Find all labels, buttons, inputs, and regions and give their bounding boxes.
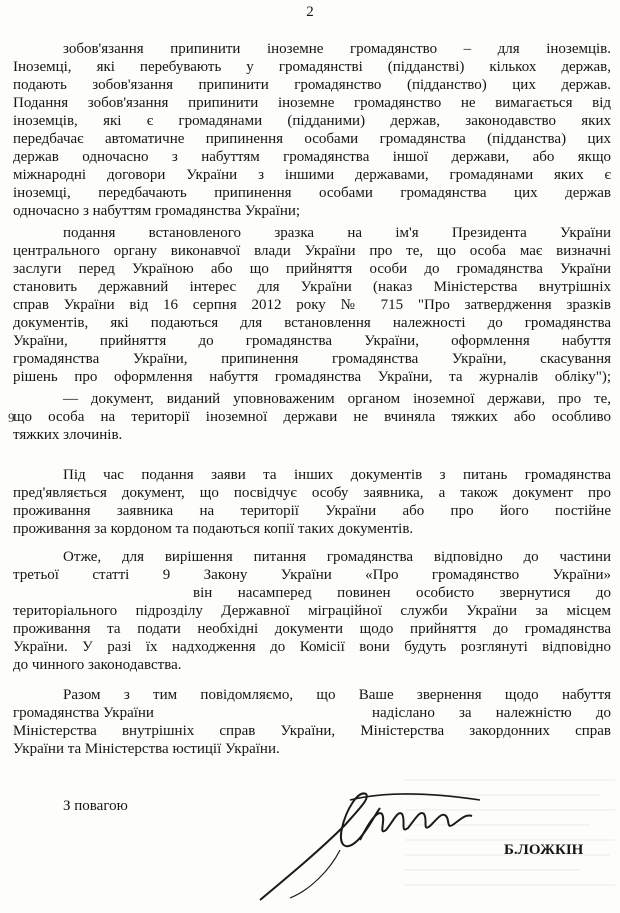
body-line: рішень про оформлення набуття громадянства України, та журналів обліку"); xyxy=(13,369,611,385)
body-line: Отже, для вирішення питання громадянства відповідно до частини xyxy=(63,549,611,565)
handwritten-signature xyxy=(250,780,490,910)
body-line: держав одночасно з набуттям громадянства іншої держави, або якщо xyxy=(13,149,611,165)
body-line: міжнародні договори України з іншими державами, громадянами яких є xyxy=(13,167,611,183)
body-line: України. У разі їх надходження до Комісії вони будуть розглянуті відповідно xyxy=(13,639,611,655)
author-name: Б.ЛОЖКІН xyxy=(504,842,584,858)
body-line: зобов'язання припинити іноземне громадянство – для іноземців. xyxy=(63,41,611,57)
body-line: проживання та подати необхідні документи щодо прийняття до громадянства xyxy=(13,621,611,637)
body-line: центрального органу виконавчої влади України про те, що особа має визначні xyxy=(13,243,611,259)
body-line: одночасно з набуттям громадянства України; xyxy=(13,203,301,219)
page-number: 2 xyxy=(306,4,314,20)
body-line: проживання заявника на території України або про його постійне xyxy=(13,503,611,519)
body-line: він насамперед повинен особисто звернутися до xyxy=(193,585,611,601)
body-line: надіслано за належністю до xyxy=(372,705,611,721)
body-line: Під час подання заяви та інших документів з питань громадянства xyxy=(63,467,611,483)
body-line: передбачає автоматичне припинення особами громадянства (підданства) цих xyxy=(13,131,611,147)
body-line: Подання зобов'язання припинити іноземне громадянство не вимагається від xyxy=(13,95,611,111)
body-line: України, прийняття до громадянства України, оформлення набуття xyxy=(13,333,611,349)
body-line: справ України від 16 серпня 2012 року № 715 "Про затвердження зразків xyxy=(13,297,611,313)
margin-mark: 9 xyxy=(8,410,15,425)
body-line: подають зобов'язання припинити громадянство (підданство) цих держав. xyxy=(13,77,611,93)
body-line: громадянства України xyxy=(13,705,154,721)
body-line: Разом з тим повідомляємо, що Ваше звернення щодо набуття xyxy=(63,687,611,703)
body-line: Міністерства внутрішніх справ України, Міністерства закордонних справ xyxy=(13,723,611,739)
body-line: подання встановленого зразка на ім'я Президента України xyxy=(63,225,611,241)
body-line: проживання за кордоном та подаються копії таких документів. xyxy=(13,521,414,537)
body-line: України та Міністерства юстиції України. xyxy=(13,741,280,757)
body-line: заслуги перед Україною або що прийняття особи до громадянства України xyxy=(13,261,611,277)
body-line: Іноземці, які перебувають у громадянстві (підданстві) кількох держав, xyxy=(13,59,611,75)
body-line: до чинного законодавства. xyxy=(13,657,182,673)
closing-salutation: З повагою xyxy=(63,798,128,814)
body-line: становить державний інтерес для України (наказ Міністерства внутрішніх xyxy=(13,279,611,295)
body-line: пред'являється документ, що посвідчує особу заявника, а також документ про xyxy=(13,485,611,501)
body-line: громадянства України, припинення громадянства України, скасування xyxy=(13,351,611,367)
body-line: — документ, виданий уповноваженим органом іноземної держави, про те, xyxy=(63,391,611,407)
body-line: документів, які подаються для встановлення належності до громадянства xyxy=(13,315,611,331)
body-line: територіального підрозділу Державної міграційної служби України за місцем xyxy=(13,603,611,619)
body-line: третьої статті 9 Закону України «Про громадянство України» xyxy=(13,567,611,583)
body-line: тяжких злочинів. xyxy=(13,427,123,443)
body-line: іноземців, які є громадянами (підданими) держав, законодавство яких xyxy=(13,113,611,129)
body-line: що особа на території іноземної держави не вчиняла тяжких або особливо xyxy=(13,409,611,425)
body-line: іноземці, передбачають припинення особами громадянства цих держав xyxy=(13,185,611,201)
